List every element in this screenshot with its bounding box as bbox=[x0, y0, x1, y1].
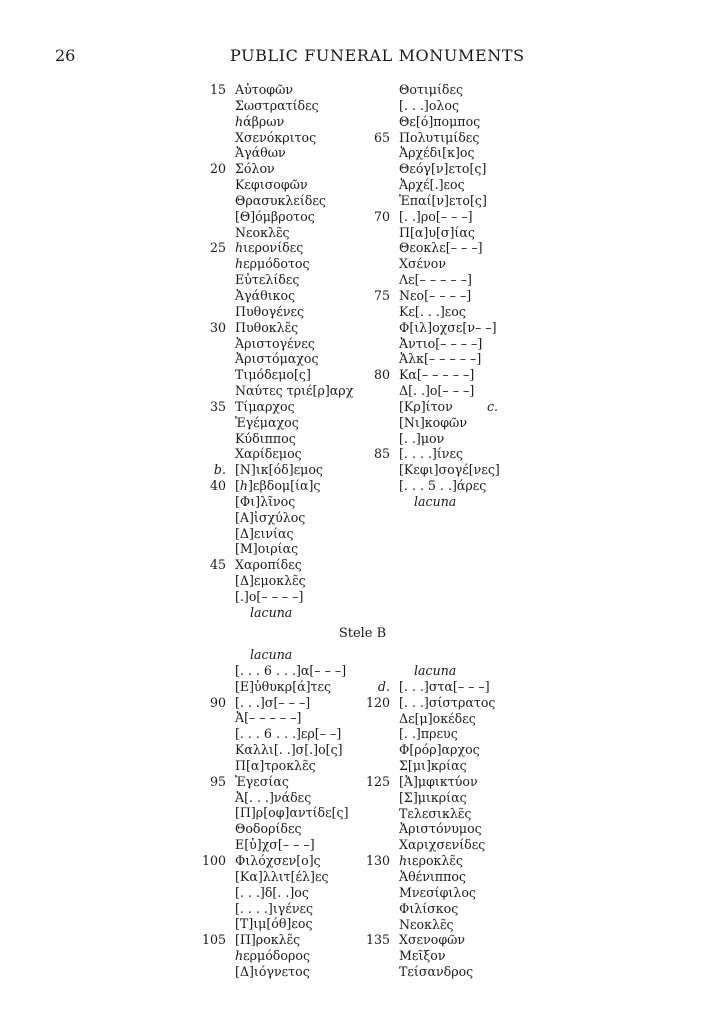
inscription-line bbox=[399, 145, 500, 161]
name-entry: ℎερμόδορος bbox=[235, 948, 311, 964]
line-number: 45 bbox=[209, 557, 226, 573]
stele-b-heading: Stele B bbox=[338, 626, 387, 641]
name-entry: Θεοκλε[– – –] bbox=[399, 240, 483, 256]
name-entry: [ℎ]εβδομ[ία]ς bbox=[235, 478, 321, 494]
name-entry: Ἐγέμαχος bbox=[235, 414, 299, 430]
inscription-line bbox=[399, 415, 500, 431]
name-entry: Κύδιππος bbox=[235, 430, 296, 446]
name-entry: Δε[μ]οκέδες bbox=[399, 710, 476, 726]
name-entry: Πυθοκλε̃ς bbox=[235, 319, 299, 335]
inscription-line bbox=[201, 852, 349, 869]
inscription-line bbox=[209, 398, 353, 415]
name-entry: [. . . 5 . .]άρες bbox=[399, 478, 487, 494]
inscription-line bbox=[235, 758, 349, 774]
name-entry: Πυθογένες bbox=[235, 303, 305, 319]
name-entry: [. .]ρο[– – –] bbox=[399, 208, 473, 224]
inscription-line bbox=[235, 710, 349, 726]
name-entry: [Κρ]ίτον bbox=[399, 398, 453, 414]
name-entry: Κα[– – – – –] bbox=[399, 367, 475, 383]
name-entry: [Τ]ιμ[όθ]εος bbox=[235, 916, 313, 932]
name-entry: Θοδορίδες bbox=[235, 821, 302, 837]
name-entry: Χσενόκριτος bbox=[235, 129, 317, 145]
name-entry: Αὐτοφῶν bbox=[235, 82, 294, 97]
inscription-line bbox=[235, 901, 349, 917]
name-entry: [Δ]ιόγνετος bbox=[235, 963, 310, 979]
inscription-line bbox=[399, 869, 495, 885]
name-entry: [Ε]ὐθυκρ[ά]τες bbox=[235, 678, 332, 694]
inscription-line bbox=[235, 98, 353, 114]
line-number: 35 bbox=[209, 398, 226, 414]
inscription-line bbox=[235, 256, 353, 272]
inscription-line bbox=[399, 885, 495, 901]
name-entry: Ἀθένιππος bbox=[399, 868, 466, 884]
inscription-line bbox=[235, 209, 353, 225]
inscription-line bbox=[373, 367, 500, 383]
inscription-line bbox=[235, 177, 353, 193]
name-entry: Φ[ρόρ]αρχος bbox=[399, 742, 480, 758]
stele-a-left-column bbox=[209, 82, 354, 621]
name-entry: Ἀ[– – – – –] bbox=[235, 710, 302, 726]
name-entry: [Δ]εινίας bbox=[235, 525, 294, 541]
inscription-line bbox=[399, 240, 500, 256]
name-entry: Π[α]υ[σ]ίας bbox=[399, 224, 475, 240]
inscription-line bbox=[399, 948, 495, 964]
name-entry: Φιλόχσεν[ο]ς bbox=[235, 852, 321, 868]
inscription-line bbox=[399, 399, 500, 415]
inscription-line bbox=[235, 494, 353, 510]
inscription-line bbox=[399, 161, 500, 177]
line-number: 85 bbox=[373, 446, 390, 462]
name-entry: [Θ]όμβροτος bbox=[235, 208, 315, 224]
page-number: 26 bbox=[55, 46, 76, 65]
inscription-line bbox=[399, 351, 500, 367]
running-title: PUBLIC FUNERAL MONUMENTS bbox=[230, 46, 525, 65]
name-entry: [Κεφι]σογέ[νες] bbox=[399, 462, 500, 478]
name-entry: [. .]πρευς bbox=[399, 726, 458, 742]
inscription-line bbox=[209, 161, 353, 177]
name-entry: Ἀγάθων bbox=[235, 145, 286, 161]
column-marker: c. bbox=[487, 398, 499, 414]
inscription-line bbox=[235, 130, 353, 146]
name-entry: Θοτιμίδες bbox=[399, 82, 464, 97]
name-entry: Σόλον bbox=[235, 161, 275, 177]
inscription-line bbox=[377, 678, 495, 695]
line-number: 25 bbox=[209, 240, 226, 256]
name-entry: Τείσανδρος bbox=[399, 964, 474, 980]
name-entry: Καλλι[. .]σ[.]ο[ς] bbox=[235, 742, 343, 758]
inscription-line bbox=[235, 790, 349, 806]
name-entry: Ναύτες τριέ[ρ]αρχ bbox=[235, 383, 354, 399]
name-entry: [Φι]λῖνος bbox=[235, 493, 296, 509]
inscription-line bbox=[365, 853, 495, 869]
name-entry: Δ[. .]ο[– – –] bbox=[399, 383, 475, 399]
inscription-line bbox=[235, 663, 349, 679]
line-number: 15 bbox=[209, 82, 226, 97]
name-entry: Ἀριστόνυμος bbox=[399, 821, 482, 837]
inscription-line bbox=[399, 256, 500, 272]
inscription-line bbox=[235, 869, 349, 885]
inscription-line bbox=[235, 272, 353, 288]
inscription-line bbox=[235, 288, 353, 304]
inscription-line bbox=[399, 758, 495, 774]
name-entry: [. .]μον bbox=[399, 430, 445, 446]
name-entry: [. . .]δ[. .]ος bbox=[235, 884, 309, 900]
line-number: 125 bbox=[365, 773, 390, 789]
stele-b-right-column bbox=[365, 663, 496, 980]
inscription-line bbox=[235, 821, 349, 837]
lacuna-note: lacuna bbox=[250, 604, 293, 620]
inscription-line bbox=[399, 806, 495, 822]
inscription-line bbox=[235, 193, 353, 209]
inscription-line bbox=[365, 773, 495, 790]
inscription-line bbox=[399, 431, 500, 447]
inscription-line bbox=[373, 129, 500, 146]
name-entry: [Π]ροκλε̃ς bbox=[235, 932, 301, 948]
inscription-line bbox=[209, 240, 353, 256]
inscription-line bbox=[373, 446, 500, 462]
name-entry: [Νι]κοφῶν bbox=[399, 414, 467, 430]
inscription-line bbox=[399, 177, 500, 193]
inscription-line bbox=[209, 82, 353, 98]
stele-a-right-column bbox=[373, 82, 500, 510]
inscription-line bbox=[235, 446, 353, 462]
name-entry: Κε[. . .]εος bbox=[399, 303, 466, 319]
name-entry: Τελεσικλε̃ς bbox=[399, 805, 472, 821]
inscription-line bbox=[235, 916, 349, 932]
inscription-line bbox=[399, 98, 500, 114]
name-entry: [Σ]μικρίας bbox=[399, 789, 467, 805]
name-entry: Κεφισοφῶν bbox=[235, 177, 308, 193]
line-number: 30 bbox=[209, 319, 226, 335]
inscription-line bbox=[399, 917, 495, 933]
name-entry: [Μ]οιρίας bbox=[235, 541, 299, 557]
inscription-line bbox=[399, 742, 495, 758]
name-entry: [Ν]ικ[όδ]εμος bbox=[235, 462, 323, 478]
inscription-line bbox=[399, 114, 500, 130]
name-entry: Λε[– – – – –] bbox=[399, 272, 472, 288]
name-entry: Ἐγεσίας bbox=[235, 773, 289, 789]
inscription-line bbox=[201, 932, 349, 948]
name-entry: Χσενοφῶν bbox=[399, 932, 466, 948]
inscription-line bbox=[235, 964, 349, 980]
name-entry: [. . .]στα[– – –] bbox=[399, 678, 490, 694]
name-entry: Ἀρχέ[.]εος bbox=[399, 177, 465, 193]
name-entry: Τιμόδεμο[ς] bbox=[235, 367, 311, 383]
inscription-line bbox=[399, 711, 495, 727]
line-number: 20 bbox=[209, 161, 226, 177]
inscription-line bbox=[399, 790, 495, 806]
inscription-line bbox=[209, 773, 349, 790]
inscription-line bbox=[399, 478, 500, 494]
inscription-line bbox=[235, 573, 353, 589]
lacuna-note: lacuna bbox=[414, 493, 457, 509]
name-entry: Π[α]τροκλε̃ς bbox=[235, 757, 316, 773]
inscription-line bbox=[399, 225, 500, 241]
name-entry: [. . . .]ίνες bbox=[399, 446, 464, 462]
name-entry: ℎιεροκλε̃ς bbox=[399, 853, 463, 869]
name-entry: Σωστρατίδες bbox=[235, 97, 319, 113]
inscription-line bbox=[209, 319, 353, 336]
name-entry: Φιλίσκος bbox=[399, 900, 459, 916]
inscription-line bbox=[235, 541, 353, 557]
inscription-line bbox=[235, 885, 349, 901]
inscription-line bbox=[365, 694, 496, 711]
name-entry: Χαροπίδες bbox=[235, 557, 302, 573]
name-entry: Θρασυκλείδες bbox=[235, 192, 326, 208]
line-number: 105 bbox=[201, 932, 226, 948]
name-entry: Ἀριστόμαχος bbox=[235, 351, 319, 367]
name-entry: Μνεσίφιλος bbox=[399, 884, 476, 900]
inscription-line bbox=[399, 726, 495, 742]
name-entry: ℎάβρων bbox=[235, 113, 285, 129]
line-number: 95 bbox=[209, 773, 226, 789]
inscription-line bbox=[235, 726, 349, 742]
name-entry: Ἀρχέδι[κ]ος bbox=[399, 145, 475, 161]
inscription-line bbox=[373, 287, 500, 304]
inscription-line bbox=[235, 383, 353, 399]
name-entry: [Ἀ]μφικτύον bbox=[399, 773, 478, 789]
inscription-line bbox=[399, 462, 500, 478]
name-entry: Θε[ό]πομπος bbox=[399, 113, 481, 129]
name-entry: Ἀντιο[– – – –] bbox=[399, 335, 483, 351]
name-entry: Εὐτελίδες bbox=[235, 272, 300, 288]
name-entry: Νεο[– – – –] bbox=[399, 287, 472, 303]
line-number: b. bbox=[213, 462, 226, 478]
inscription-line bbox=[399, 320, 500, 336]
inscription-line bbox=[399, 304, 500, 320]
name-entry: [.]ο[– – – –] bbox=[235, 589, 304, 604]
name-entry: Χαριχσενίδες bbox=[399, 837, 486, 853]
name-entry: ℎερμόδοτος bbox=[235, 256, 310, 272]
name-entry: Ἀλκ[– – – – –] bbox=[399, 351, 482, 367]
name-entry: [. . .]σ[– – –] bbox=[235, 694, 311, 710]
inscription-line bbox=[235, 679, 349, 695]
name-entry: [. . . 6 . . .]α[– – –] bbox=[235, 662, 347, 678]
inscription-line bbox=[235, 114, 353, 130]
name-entry: Ἐπαί[ν]ετο[ς] bbox=[399, 192, 487, 208]
inscription-line bbox=[399, 336, 500, 352]
line-number: 65 bbox=[373, 129, 390, 145]
name-entry: Νεοκλε̃ς bbox=[235, 224, 290, 240]
inscription-line bbox=[399, 964, 495, 980]
line-number: 75 bbox=[373, 287, 390, 303]
name-entry: [Π]ρ[οφ]αντίδε[ς] bbox=[235, 805, 349, 821]
name-entry: Σ[μι]κρίας bbox=[399, 758, 467, 774]
name-entry: ℎιερονίδες bbox=[235, 240, 304, 256]
inscription-line bbox=[399, 272, 500, 288]
line-number: 40 bbox=[209, 478, 226, 494]
inscription-line bbox=[399, 383, 500, 399]
inscription-line bbox=[399, 82, 500, 98]
inscription-line bbox=[235, 225, 353, 241]
inscription-line bbox=[213, 462, 353, 478]
inscription-line bbox=[399, 193, 500, 209]
name-entry: [. . . .]ιγένες bbox=[235, 900, 314, 916]
inscription-line bbox=[399, 821, 495, 837]
name-entry: [Κα]λλιτ[έλ]ες bbox=[235, 868, 329, 884]
line-number: 90 bbox=[209, 694, 226, 710]
inscription-line bbox=[235, 526, 353, 542]
lacuna-note: lacuna bbox=[414, 663, 457, 678]
inscription-line bbox=[209, 694, 349, 711]
name-entry: [. . .]ολος bbox=[399, 97, 460, 113]
stele-b-left-column bbox=[201, 647, 349, 980]
line-number: d. bbox=[377, 678, 390, 694]
name-entry: Νεοκλε̃ς bbox=[399, 916, 454, 932]
inscription-line bbox=[235, 510, 353, 526]
line-number: 130 bbox=[365, 853, 390, 869]
inscription-line bbox=[399, 901, 495, 917]
name-entry: Ἀγάθικος bbox=[235, 287, 296, 303]
inscription-line bbox=[235, 805, 349, 821]
inscription-line bbox=[235, 589, 353, 605]
inscription-line bbox=[235, 742, 349, 758]
line-number: 80 bbox=[373, 367, 390, 383]
inscription-line bbox=[235, 431, 353, 447]
name-entry: Ε[ὐ]χσ[– – –] bbox=[235, 837, 315, 853]
inscription-line bbox=[399, 837, 495, 853]
inscription-line bbox=[235, 837, 349, 853]
inscription-line bbox=[235, 304, 353, 320]
name-entry: Θεόγ[ν]ετο[ς] bbox=[399, 161, 487, 177]
name-entry: Χαρίδεμος bbox=[235, 446, 302, 462]
inscription-line bbox=[365, 932, 495, 948]
name-entry: Φ[ιλ]οχσε[ν– –] bbox=[399, 319, 497, 335]
line-number: 120 bbox=[365, 694, 390, 710]
name-entry: Πολυτιμίδες bbox=[399, 129, 480, 145]
name-entry: [. . .]σίστρατος bbox=[399, 694, 496, 710]
inscription-line bbox=[209, 478, 353, 494]
inscription-line bbox=[235, 948, 349, 964]
name-entry: Ἀ[. . .]νάδες bbox=[235, 789, 312, 805]
name-entry: Ἀριστογένες bbox=[235, 335, 315, 351]
inscription-line bbox=[209, 557, 353, 573]
lacuna-note: lacuna bbox=[250, 647, 293, 662]
line-number: 100 bbox=[201, 852, 226, 868]
name-entry: [Δ]εμοκλε̃ς bbox=[235, 573, 306, 589]
name-entry: Τίμαρχος bbox=[235, 398, 295, 414]
line-number: 70 bbox=[373, 208, 390, 224]
line-number: 135 bbox=[365, 932, 390, 948]
inscription-line bbox=[235, 415, 353, 431]
inscription-line bbox=[235, 145, 353, 161]
inscription-line bbox=[373, 208, 500, 225]
name-entry: Χσένον bbox=[399, 256, 446, 272]
inscription-line bbox=[235, 351, 353, 367]
name-entry: Μεῖξον bbox=[399, 948, 446, 964]
name-entry: [. . . 6 . . .]ερ[– –] bbox=[235, 726, 342, 742]
inscription-line bbox=[235, 367, 353, 383]
inscription-line bbox=[235, 336, 353, 352]
name-entry: [Α]ἰσχύλος bbox=[235, 509, 306, 525]
